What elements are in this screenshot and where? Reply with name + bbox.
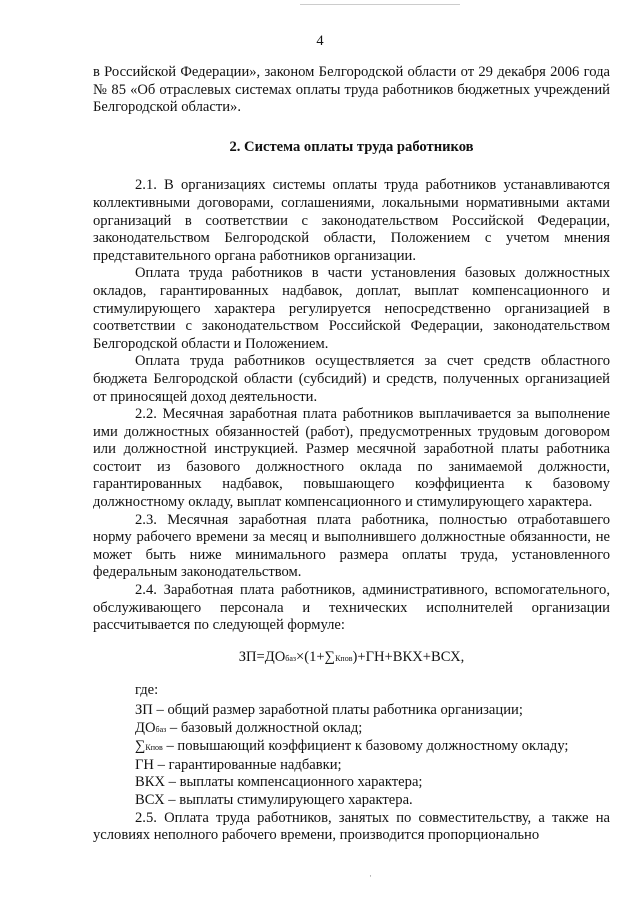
scan-dot: · xyxy=(369,871,372,881)
paragraph-2-3: 2.3. Месячная заработная плата работника, полностью отработавшего норму рабочего времени за месяц и выполнившего должностные обязанности, не может быть ниже минимального размера оплаты труда, установленного федеральным законодательством. xyxy=(93,511,610,581)
paragraph-2-1: 2.1. В организациях системы оплаты труда работников устанавливаются коллективными договорами, соглашениями, локальными нормативными актами организаций в соответствии с законодательством Российской Федерации, законодательством Белгородской области, Положением с учетом мнения представительного органа работников организации. xyxy=(93,177,610,264)
definition-k xyxy=(93,738,610,757)
definition-vsh: ВСХ – выплаты стимулирующего характера. xyxy=(135,791,413,808)
where-label: где: xyxy=(135,682,159,699)
scan-artifact xyxy=(300,4,460,5)
definition-do-term: ДО xyxy=(135,719,156,736)
definition-do-text: – базовый должностной оклад; xyxy=(166,719,363,736)
salary-formula xyxy=(93,649,610,668)
paragraph-intro: в Российской Федерации», законом Белгородской области от 29 декабря 2006 года № 85 «Об отраслевых системах оплаты труда работников бюджетных учреждений Белгородской области». xyxy=(93,64,610,116)
formula-part-b: ×(1+∑ xyxy=(296,648,336,665)
definition-vkh: ВКХ – выплаты компенсационного характера; xyxy=(135,774,423,791)
formula-part-c: )+ГН+ВКХ+ВСХ, xyxy=(352,648,465,665)
paragraph-2-1-c: Оплата труда работников осуществляется за счет средств областного бюджета Белгородской области (субсидий) и средств, полученных организацией от приносящей доход деятельности. xyxy=(93,353,610,405)
definition-do-sub: баз xyxy=(155,724,167,734)
definition-zp: ЗП – общий размер заработной платы работника организации; xyxy=(135,702,523,718)
document-body xyxy=(93,64,610,845)
formula-part-a: ЗП=ДО xyxy=(238,648,286,665)
paragraph-2-2: 2.2. Месячная заработная плата работников выплачивается за выполнение ими должностных обязанностей (работ), предусмотренных трудовым договором или должностной инструкцией. Размер месячной заработной платы работника состоит из базового должностного оклада по занимаемой должности, гарантированных надбавок, повышающего коэффициента к базовому должностному окладу, выплат компенсационного и стимулирующего характера. xyxy=(93,406,610,511)
page-number: 4 xyxy=(316,33,324,49)
definition-k-term: ∑ xyxy=(135,738,146,755)
paragraph-2-5: 2.5. Оплата труда работников, занятых по совместительству, а также на условиях неполного рабочего времени, производится пропорционально xyxy=(93,809,610,844)
paragraph-2-4: 2.4. Заработная плата работников, административного, вспомогательного, обслуживающего персонала и технических исполнителей организации рассчитывается по следующей формуле: xyxy=(93,582,610,634)
definition-do xyxy=(93,720,610,739)
paragraph-2-1-b: Оплата труда работников в части установления базовых должностных окладов, гарантированных надбавок, доплат, выплат компенсационного и стимулирующего характера регулируется непосредственно организацией в соответствии с законодательством Российской Федерации, законодательством Белгородской области и Положением. xyxy=(93,265,610,352)
definition-k-text: – повышающий коэффициент к базовому должностному окладу; xyxy=(162,738,569,755)
formula-sub-a: баз xyxy=(285,653,297,663)
section-heading: 2. Система оплаты труда работников xyxy=(229,138,474,155)
formula-sub-b: Кпов xyxy=(335,653,353,663)
definition-gn: ГН – гарантированные надбавки; xyxy=(135,756,342,773)
definition-k-sub: Кпов xyxy=(145,743,163,753)
